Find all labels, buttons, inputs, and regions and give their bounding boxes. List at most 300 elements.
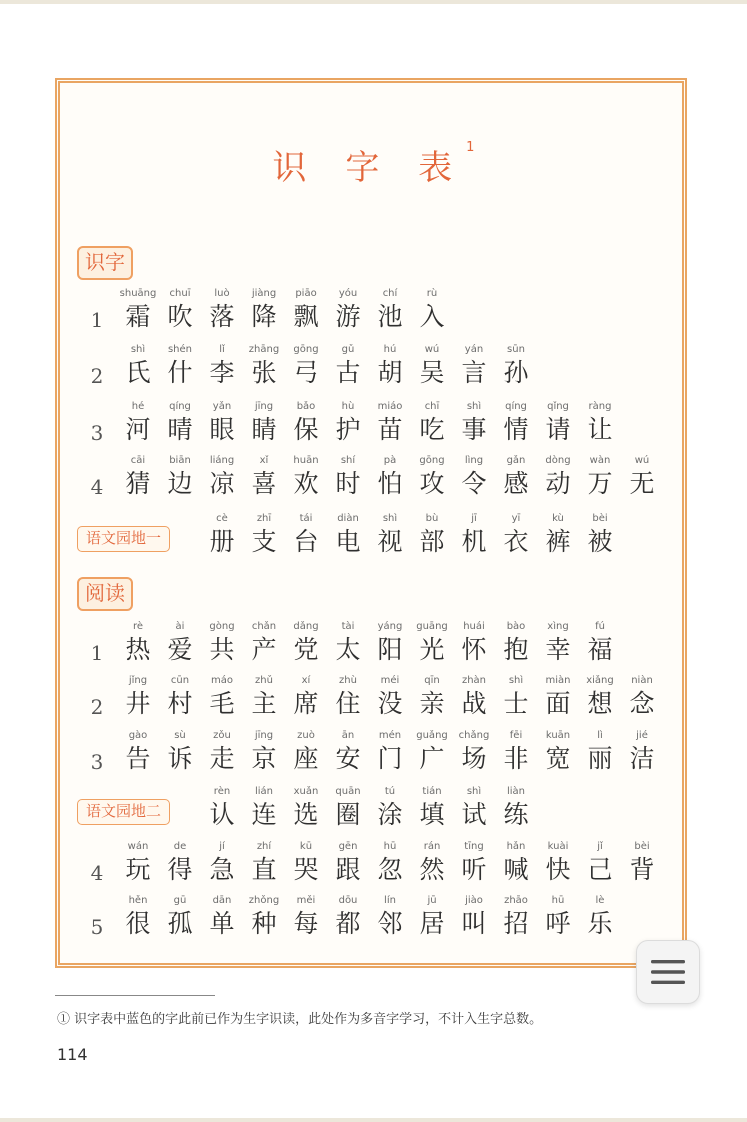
character-cell (370, 674, 410, 719)
hanzi: 古 (335, 358, 361, 387)
hanzi: 党 (293, 635, 319, 664)
pinyin: jīng (254, 401, 274, 412)
hanzi: 游 (335, 302, 361, 331)
character-cell (118, 840, 158, 885)
pinyin: shì (466, 786, 482, 797)
character-cell (328, 894, 368, 939)
pinyin: jǐ (597, 841, 603, 852)
character-cell (160, 454, 200, 499)
character-cell (202, 454, 242, 499)
character-cell (160, 840, 200, 885)
pinyin: quān (335, 786, 361, 797)
character-cell (370, 894, 410, 939)
pinyin: shì (466, 401, 482, 412)
character-cell (244, 512, 284, 557)
pinyin: lián (254, 786, 274, 797)
pinyin: kuān (545, 730, 571, 741)
pinyin: miáo (377, 401, 403, 412)
hanzi: 然 (419, 855, 445, 884)
character-cell (286, 729, 326, 774)
hanzi: 直 (251, 855, 277, 884)
character-cell (118, 454, 158, 499)
hanzi: 听 (461, 855, 487, 884)
character-cell (118, 729, 158, 774)
character-cell (496, 840, 536, 885)
character-cell (244, 785, 284, 830)
character-cell (580, 512, 620, 557)
character-cell (160, 674, 200, 719)
hanzi: 让 (587, 415, 613, 444)
character-cell (286, 674, 326, 719)
character-cell (412, 343, 452, 388)
character-cell (454, 400, 494, 445)
character-cell (328, 674, 368, 719)
pinyin: wú (634, 455, 650, 466)
hanzi: 非 (503, 744, 529, 773)
pinyin: méi (380, 675, 400, 686)
pinyin: pà (383, 455, 397, 466)
pinyin: xuǎn (293, 786, 319, 797)
pinyin: zhī (256, 513, 272, 524)
footnote-divider (55, 995, 215, 996)
character-cell (370, 343, 410, 388)
character-cell (202, 343, 242, 388)
pinyin: kuài (547, 841, 569, 852)
pinyin: zhǔ (255, 675, 273, 686)
hanzi: 呼 (545, 909, 571, 938)
pinyin: zhàn (461, 675, 487, 686)
pinyin: bù (425, 513, 439, 524)
character-cell (580, 400, 620, 445)
pinyin: yán (464, 344, 484, 355)
pinyin: yóu (338, 288, 358, 299)
character-cell (328, 620, 368, 665)
hanzi: 填 (419, 800, 445, 829)
hanzi: 抱 (503, 635, 529, 664)
pinyin: xìng (547, 621, 569, 632)
character-cell (202, 674, 242, 719)
hanzi: 告 (125, 744, 151, 773)
character-cell (202, 894, 242, 939)
pinyin: gǎn (506, 455, 526, 466)
hanzi: 席 (293, 689, 319, 718)
row-number: 2 (90, 364, 104, 388)
pinyin: piāo (295, 288, 317, 299)
hanzi: 喜 (251, 469, 277, 498)
pinyin: liáng (209, 455, 235, 466)
hanzi: 爱 (167, 635, 193, 664)
character-cell (202, 840, 242, 885)
character-cell (160, 343, 200, 388)
pinyin: gēn (338, 841, 358, 852)
character-cell (244, 343, 284, 388)
character-cell (286, 454, 326, 499)
hanzi: 飘 (293, 302, 319, 331)
hanzi: 欢 (293, 469, 319, 498)
pinyin: tián (422, 786, 442, 797)
pinyin: wú (424, 344, 440, 355)
hanzi: 光 (419, 635, 445, 664)
pinyin: qīn (424, 675, 440, 686)
character-cell (328, 840, 368, 885)
hanzi: 主 (251, 689, 277, 718)
character-cell (118, 287, 158, 332)
hanzi: 没 (377, 689, 403, 718)
hanzi: 门 (377, 744, 403, 773)
pinyin: lín (384, 895, 396, 906)
hanzi: 册 (209, 527, 235, 556)
character-cell (286, 343, 326, 388)
character-cell (538, 894, 578, 939)
hanzi: 保 (293, 415, 319, 444)
row-number: 4 (90, 861, 104, 885)
hanzi: 士 (503, 689, 529, 718)
pinyin: sù (174, 730, 186, 741)
character-cell (244, 729, 284, 774)
pinyin: zhāo (504, 895, 528, 906)
hanzi: 电 (335, 527, 361, 556)
hanzi: 衣 (503, 527, 529, 556)
character-cell (538, 674, 578, 719)
pinyin: gōng (419, 455, 445, 466)
character-cell (328, 512, 368, 557)
hanzi: 村 (167, 689, 193, 718)
pinyin: dòng (545, 455, 571, 466)
hanzi: 井 (125, 689, 151, 718)
pinyin: shì (508, 675, 524, 686)
pinyin: rè (132, 621, 144, 632)
hamburger-menu-icon (651, 959, 685, 985)
character-cell (370, 785, 410, 830)
pinyin: bào (506, 621, 526, 632)
hanzi: 边 (167, 469, 193, 498)
character-cell (412, 454, 452, 499)
hanzi: 面 (545, 689, 571, 718)
hanzi: 机 (461, 527, 487, 556)
hanzi: 共 (209, 635, 235, 664)
character-cell (622, 674, 662, 719)
character-cell (412, 512, 452, 557)
hanzi: 感 (503, 469, 529, 498)
hanzi: 动 (545, 469, 571, 498)
pinyin: cāi (130, 455, 146, 466)
hanzi: 诉 (167, 744, 193, 773)
hanzi: 氏 (125, 358, 151, 387)
pinyin: zhí (256, 841, 272, 852)
hanzi: 单 (209, 909, 235, 938)
hanzi: 快 (545, 855, 571, 884)
pinyin: tīng (464, 841, 484, 852)
menu-button[interactable] (636, 940, 700, 1004)
character-cell (118, 400, 158, 445)
character-cell (454, 729, 494, 774)
hanzi: 言 (461, 358, 487, 387)
character-cell (496, 729, 536, 774)
hanzi: 眼 (209, 415, 235, 444)
pinyin: rù (426, 288, 438, 299)
pinyin: cè (216, 513, 228, 524)
character-cell (454, 894, 494, 939)
pinyin: ài (175, 621, 185, 632)
pinyin: tú (384, 786, 396, 797)
character-cell (580, 729, 620, 774)
pinyin: huái (463, 621, 485, 632)
hanzi: 凉 (209, 469, 235, 498)
pinyin: gǔ (341, 344, 355, 355)
character-cell (454, 674, 494, 719)
pinyin: zhǒng (248, 895, 280, 906)
character-cell (328, 400, 368, 445)
pinyin: máo (211, 675, 233, 686)
character-cell (622, 454, 662, 499)
hanzi: 念 (629, 689, 655, 718)
character-cell (496, 454, 536, 499)
hanzi: 场 (461, 744, 487, 773)
pinyin: chǎng (458, 730, 490, 741)
pinyin: chuī (169, 288, 191, 299)
pinyin: jiàng (251, 288, 277, 299)
hanzi: 无 (629, 469, 655, 498)
character-cell (412, 785, 452, 830)
pinyin: gào (128, 730, 148, 741)
pinyin: shuāng (119, 288, 157, 299)
hanzi: 种 (251, 909, 277, 938)
character-cell (538, 620, 578, 665)
character-cell (286, 840, 326, 885)
character-cell (286, 512, 326, 557)
hanzi: 每 (293, 909, 319, 938)
hanzi: 住 (335, 689, 361, 718)
character-cell (496, 674, 536, 719)
character-cell (412, 729, 452, 774)
character-cell (496, 343, 536, 388)
pinyin: miàn (545, 675, 571, 686)
hanzi: 池 (377, 302, 403, 331)
hanzi: 情 (503, 415, 529, 444)
hanzi: 怀 (461, 635, 487, 664)
row-number: 4 (90, 475, 104, 499)
pinyin: zhù (339, 675, 357, 686)
character-cell (202, 512, 242, 557)
character-cell (202, 785, 242, 830)
pinyin: xí (301, 675, 311, 686)
pinyin: gòng (209, 621, 235, 632)
hanzi: 时 (335, 469, 361, 498)
hanzi: 练 (503, 800, 529, 829)
pinyin: zǒu (213, 730, 231, 741)
pinyin: jī (471, 513, 477, 524)
hanzi: 吃 (419, 415, 445, 444)
hanzi: 洁 (629, 744, 655, 773)
character-cell (538, 454, 578, 499)
pinyin: diàn (337, 513, 359, 524)
character-cell (286, 287, 326, 332)
character-cell (202, 287, 242, 332)
hanzi: 胡 (377, 358, 403, 387)
pinyin: hú (383, 344, 397, 355)
hanzi: 丽 (587, 744, 613, 773)
pinyin: shí (340, 455, 356, 466)
character-cell (286, 894, 326, 939)
character-cell (370, 729, 410, 774)
hanzi: 怕 (377, 469, 403, 498)
hanzi: 事 (461, 415, 487, 444)
hanzi: 广 (419, 744, 445, 773)
pinyin: yī (511, 513, 521, 524)
hanzi: 选 (293, 800, 319, 829)
character-cell (328, 343, 368, 388)
character-cell (370, 512, 410, 557)
pinyin: shén (167, 344, 193, 355)
character-cell (244, 620, 284, 665)
hanzi: 很 (125, 909, 151, 938)
pinyin: hěn (128, 895, 148, 906)
hanzi: 忽 (377, 855, 403, 884)
character-cell (244, 454, 284, 499)
garden-label: 语文园地一 (77, 526, 170, 552)
pinyin: rèn (213, 786, 231, 797)
pinyin: měi (296, 895, 316, 906)
character-cell (496, 512, 536, 557)
character-cell (118, 674, 158, 719)
pinyin: biān (169, 455, 191, 466)
row-number: 3 (90, 750, 104, 774)
character-cell (286, 400, 326, 445)
character-cell (496, 785, 536, 830)
pinyin: dān (212, 895, 232, 906)
hanzi: 连 (251, 800, 277, 829)
character-cell (160, 287, 200, 332)
row-number: 1 (90, 308, 104, 332)
hanzi: 吹 (167, 302, 193, 331)
hanzi: 视 (377, 527, 403, 556)
character-cell (202, 400, 242, 445)
hanzi: 亲 (419, 689, 445, 718)
pinyin: wán (127, 841, 149, 852)
character-cell (118, 343, 158, 388)
character-cell (454, 785, 494, 830)
character-cell (118, 894, 158, 939)
pinyin: jǐng (128, 675, 148, 686)
pinyin: jí (219, 841, 225, 852)
pinyin: bèi (634, 841, 650, 852)
top-page-edge (0, 0, 747, 4)
pinyin: hū (551, 895, 565, 906)
pinyin: lì (597, 730, 603, 741)
hanzi: 什 (167, 358, 193, 387)
character-cell (454, 454, 494, 499)
character-cell (580, 840, 620, 885)
hanzi: 急 (209, 855, 235, 884)
character-cell (454, 512, 494, 557)
pinyin: ān (341, 730, 355, 741)
hanzi: 产 (251, 635, 277, 664)
character-cell (244, 400, 284, 445)
pinyin: luò (214, 288, 230, 299)
pinyin: hé (131, 401, 145, 412)
character-cell (622, 840, 662, 885)
hanzi: 河 (125, 415, 151, 444)
character-cell (622, 729, 662, 774)
character-cell (160, 894, 200, 939)
character-cell (370, 840, 410, 885)
hanzi: 宽 (545, 744, 571, 773)
character-cell (496, 894, 536, 939)
hanzi: 叫 (461, 909, 487, 938)
pinyin: jū (427, 895, 437, 906)
character-cell (160, 729, 200, 774)
pinyin: lè (595, 895, 605, 906)
hanzi: 弓 (293, 358, 319, 387)
hanzi: 喊 (503, 855, 529, 884)
pinyin: tài (341, 621, 355, 632)
pinyin: hǎn (506, 841, 526, 852)
pinyin: chí (382, 288, 398, 299)
pinyin: gū (173, 895, 187, 906)
hanzi: 认 (209, 800, 235, 829)
hanzi: 圈 (335, 800, 361, 829)
pinyin: yáng (377, 621, 403, 632)
hanzi: 护 (335, 415, 361, 444)
pinyin: sūn (507, 344, 525, 355)
hanzi: 幸 (545, 635, 571, 664)
hanzi: 苗 (377, 415, 403, 444)
hanzi: 台 (293, 527, 319, 556)
pinyin: qíng (505, 401, 527, 412)
character-cell (328, 729, 368, 774)
hanzi: 试 (461, 800, 487, 829)
character-cell (328, 454, 368, 499)
hanzi: 太 (335, 635, 361, 664)
hanzi: 哭 (293, 855, 319, 884)
page-title (0, 140, 747, 189)
pinyin: wàn (589, 455, 611, 466)
pinyin: jiào (465, 895, 483, 906)
character-cell (412, 894, 452, 939)
pinyin: xiǎng (586, 675, 614, 686)
character-cell (118, 620, 158, 665)
pinyin: guǎng (416, 730, 448, 741)
title-text: 识 字 表 (272, 148, 467, 188)
hanzi: 攻 (419, 469, 445, 498)
character-cell (370, 287, 410, 332)
character-cell (244, 674, 284, 719)
row-number: 2 (90, 695, 104, 719)
character-cell (412, 620, 452, 665)
pinyin: lǐ (219, 344, 225, 355)
hanzi: 招 (503, 909, 529, 938)
character-cell (160, 400, 200, 445)
character-cell (538, 400, 578, 445)
hanzi: 战 (461, 689, 487, 718)
character-cell (454, 840, 494, 885)
hanzi: 晴 (167, 415, 193, 444)
pinyin: gōng (293, 344, 319, 355)
hanzi: 霜 (125, 302, 151, 331)
footnote: ① 识字表中蓝色的字此前已作为生字识读，此处作为多音字学习，不计入生字总数。 (57, 1012, 543, 1027)
hanzi: 热 (125, 635, 151, 664)
pinyin: jīng (254, 730, 274, 741)
hanzi: 邻 (377, 909, 403, 938)
character-cell (454, 620, 494, 665)
hanzi: 万 (587, 469, 613, 498)
hanzi: 毛 (209, 689, 235, 718)
hanzi: 降 (251, 302, 277, 331)
pinyin: fēi (509, 730, 523, 741)
character-cell (412, 400, 452, 445)
bottom-page-edge (0, 1118, 747, 1122)
character-cell (454, 343, 494, 388)
